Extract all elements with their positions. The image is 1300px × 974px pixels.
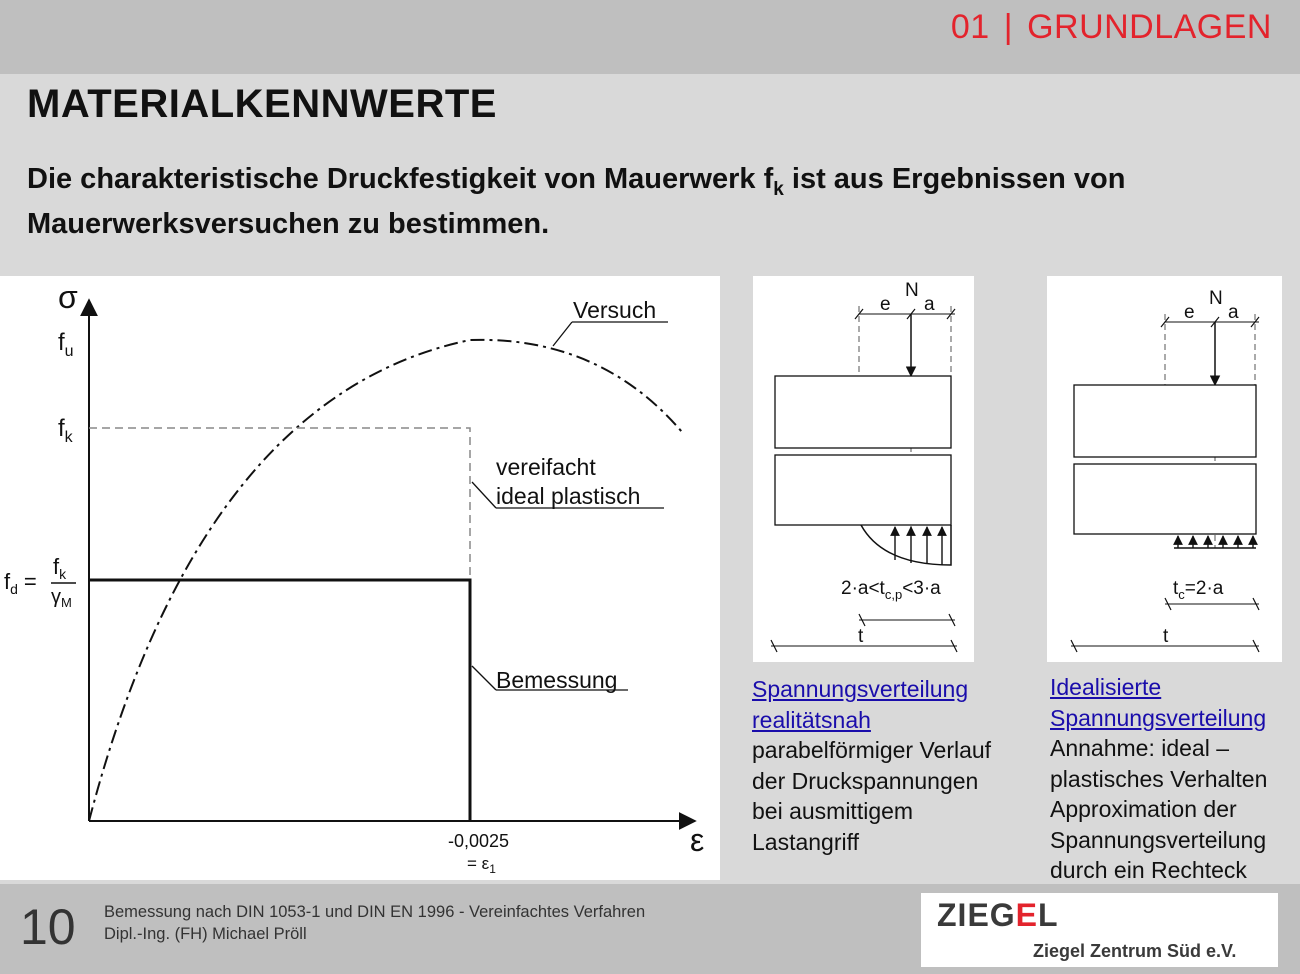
fd-denominator: $\gamma_M$ <box>51 586 72 610</box>
bemessung-line <box>89 580 470 821</box>
parabolic-stress <box>861 525 951 565</box>
n-label: N <box>905 280 919 301</box>
subtitle-part2: ist aus Ergebnissen von Mauerwerksversuchen zu bestimmen. <box>27 163 1126 240</box>
page-number: 10 <box>20 899 76 955</box>
section-diagram-idealized <box>1047 276 1282 662</box>
lower-block <box>775 455 951 525</box>
x-axis-symbol: ε <box>690 822 705 858</box>
vereinfacht-label-2: ideal plastisch <box>496 483 641 509</box>
t-label-right: t <box>1163 626 1169 647</box>
caption-line: der Druckspannungen <box>752 767 979 794</box>
vereinfacht-label-1: vereifacht <box>496 454 596 480</box>
caption-idealized <box>1050 672 1300 886</box>
e-label: e <box>880 294 891 315</box>
a-label-right: a <box>1228 302 1239 323</box>
caption-line: bei ausmittigem <box>752 798 914 824</box>
caption-line: durch ein Rechteck <box>1050 857 1247 883</box>
footer-line-1: Bemessung nach DIN 1053-1 und DIN EN 1996 - Vereinfachtes Verfahren <box>104 903 646 921</box>
link-idealisierte[interactable]: Idealisierte <box>1050 674 1162 700</box>
caption-line: parabelförmiger Verlauf <box>752 737 992 763</box>
caption-line: Annahme: ideal – <box>1050 735 1230 761</box>
x-tick-value: -0,0025 <box>448 831 510 851</box>
lower-block-right <box>1074 464 1256 534</box>
condition-label: $2\cdot a<t_{c,p}<3\cdot a$ <box>841 578 941 602</box>
x-tick-eq: = $\varepsilon_1$ <box>467 854 496 876</box>
caption-line: plastisches Verhalten <box>1050 765 1268 792</box>
section-diagram-realistic <box>753 276 974 662</box>
ideal-plastic-dashed-line <box>89 428 470 580</box>
condition-label-right: $t_c=2\cdot a$ <box>1173 578 1224 602</box>
link-spannungsverteilung[interactable]: Spannungsverteilung <box>752 676 969 702</box>
link-spannungsverteilung-ideal[interactable]: Spannungsverteilung <box>1050 704 1267 731</box>
e-label-right: e <box>1184 302 1195 323</box>
logo-wordmark: ZIEGEL <box>937 897 1059 933</box>
section-separator: | <box>1003 8 1014 46</box>
fk-label: $f_k$ <box>58 415 73 446</box>
upper-block-right <box>1074 385 1256 457</box>
page-title: MATERIALKENNWERTE <box>27 82 497 126</box>
versuch-leader <box>553 322 572 346</box>
subtitle-sub: k <box>773 178 784 200</box>
logo-subtitle: Ziegel Zentrum Süd e.V. <box>1033 941 1237 961</box>
vereinfacht-leader <box>472 482 496 508</box>
t-label: t <box>858 626 864 647</box>
section-header <box>951 8 1272 47</box>
section-number: 01 <box>950 8 990 46</box>
fu-label: $f_u$ <box>58 329 74 360</box>
n-label-right: N <box>1209 288 1223 309</box>
page-subtitle <box>27 162 1277 241</box>
caption-line: Approximation der <box>1050 796 1237 822</box>
caption-realistic <box>752 674 1032 857</box>
versuch-label: Versuch <box>573 297 657 323</box>
stress-strain-diagram <box>0 276 720 880</box>
fd-numerator: $f_k$ <box>53 554 67 582</box>
bemessung-label: Bemessung <box>496 667 618 693</box>
section-title: GRUNDLAGEN <box>1027 8 1272 46</box>
footer-line-2: Dipl.-Ing. (FH) Michael Pröll <box>104 925 307 943</box>
a-label: a <box>924 294 935 315</box>
bemessung-leader <box>472 666 496 690</box>
upper-block <box>775 376 951 448</box>
caption-line: Spannungsverteilung <box>1050 826 1267 853</box>
y-axis-symbol: σ <box>58 279 78 315</box>
fd-label: $f_d$ = <box>4 569 37 597</box>
link-realitaetsnah[interactable]: realitätsnah <box>752 706 871 733</box>
caption-line: Lastangriff <box>752 828 859 855</box>
subtitle-part1: Die charakteristische Druckfestigkeit von Mauerwerk f <box>27 163 774 195</box>
ziegel-logo <box>921 893 1278 967</box>
